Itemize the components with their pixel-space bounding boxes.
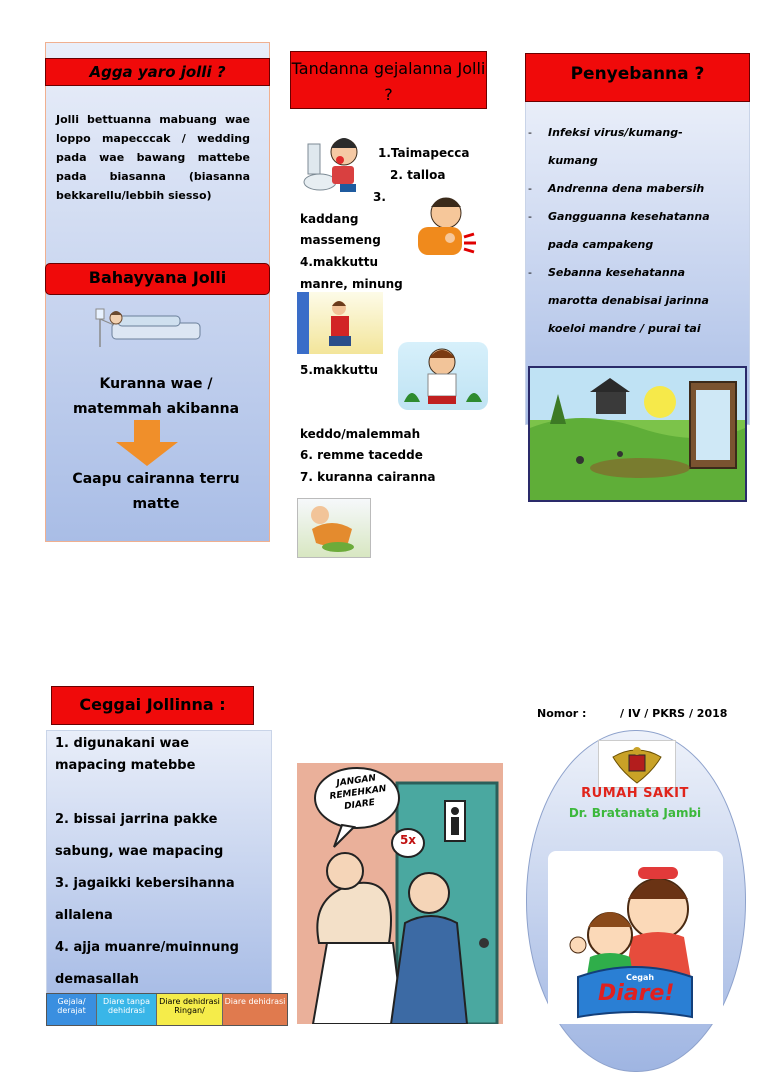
- table-header-cell: Gejala/ derajat: [47, 994, 97, 1025]
- symptom-1: 1.Taimapecca: [378, 146, 470, 160]
- dehydration-table-header: [46, 993, 288, 1026]
- cause-item: [528, 175, 746, 203]
- comic-badge-text: 5x: [399, 833, 417, 847]
- vomiting-child-illustration: [297, 498, 371, 558]
- cause-dash: -: [528, 126, 532, 139]
- hospital-name-line-2: Dr. Bratanata Jambi: [568, 806, 702, 820]
- symptom-4-text-a: 4.makkuttu: [300, 255, 379, 269]
- symptom-6: 6. remme tacedde: [300, 448, 423, 462]
- prevent-diarrhea-logo: [548, 851, 723, 1024]
- logo-big-text: Diare!: [598, 981, 675, 1006]
- symptom-2: 2. talloa: [390, 168, 446, 182]
- comic-bubble-text: JANGAN REMEHKAN DIARE: [328, 773, 388, 812]
- danger-text-1: Kuranna wae / matemmah akibanna: [72, 376, 240, 417]
- cause-line: Andrenna dena mabersih: [548, 182, 705, 195]
- cause-line: Sebanna kesehatanna: [548, 266, 686, 279]
- cause-line: Infeksi virus/kumang-: [548, 126, 683, 139]
- garuda-emblem-icon: [598, 740, 676, 788]
- prevention-line: mapacing matebbe: [55, 758, 196, 773]
- prevention-line: 4. ajja muanre/muinnung: [55, 940, 239, 955]
- heading-causes: Penyebanna ?: [525, 53, 750, 102]
- prevention-line: allalena: [55, 908, 113, 923]
- prevention-line: 1. digunakani wae: [55, 736, 190, 751]
- sick-patient-illustration: [92, 305, 204, 350]
- table-header-cell: Diare dehidrasi: [223, 994, 287, 1025]
- prevention-line: demasallah: [55, 972, 139, 987]
- heading-prevention: Ceggai Jollinna :: [51, 686, 254, 725]
- hospital-name-line-1: RUMAH SAKIT: [581, 786, 689, 801]
- prevention-line: sabung, wae mapacing: [55, 844, 224, 859]
- definition-text: Jolli bettuanna mabuang wae loppo mapecccak / wedding pada wae bawang mattebe pada biasanna (biasanna bekkarellu/lebbih siesso): [56, 113, 250, 202]
- table-header-cell: Diare dehidrasi Ringan/: [157, 994, 223, 1025]
- symptom-3-text-a: kaddang: [300, 212, 359, 226]
- cause-item: [528, 259, 746, 343]
- symptom-3-number: 3.: [373, 190, 386, 204]
- cause-dash: -: [528, 210, 532, 223]
- cause-dash: -: [528, 266, 532, 279]
- toilet-child-illustration: [300, 130, 368, 198]
- comic-illustration: [297, 763, 503, 1024]
- down-arrow-icon: [112, 420, 182, 466]
- table-header-cell: Diare tanpa dehidrasi: [97, 994, 157, 1025]
- cause-line: koeloi mandre / purai tai: [548, 322, 701, 335]
- heading-symptoms: Tandanna gejalanna Jolli ?: [290, 51, 487, 109]
- danger-text-2: Caapu cairanna terru matte: [72, 471, 240, 512]
- sleepy-boy-illustration: [398, 342, 488, 410]
- heading-danger: Bahayyana Jolli: [45, 263, 270, 295]
- cause-dash: -: [528, 182, 532, 195]
- symptom-4-text-b: manre, minung: [300, 277, 403, 291]
- squatting-child-illustration: [297, 292, 383, 354]
- prevention-line: 3. jagaikki kebersihanna: [55, 876, 235, 891]
- symptom-7: 7. kuranna cairanna: [300, 470, 436, 484]
- symptom-3-text-b: massemeng: [300, 233, 381, 247]
- symptom-5-text-b: keddo/malemmah: [300, 427, 421, 441]
- heading-what-is-diarrhea: Agga yaro jolli ?: [45, 58, 270, 86]
- causes-list: [528, 119, 746, 343]
- logo-small-text: Cegah: [626, 973, 655, 982]
- cause-item: [528, 203, 746, 259]
- prevention-text: [55, 733, 265, 991]
- cause-line: kumang: [548, 154, 598, 167]
- cause-line: pada campakeng: [548, 238, 654, 251]
- stomach-ache-man-illustration: [408, 193, 486, 263]
- cause-line: marotta denabisai jarinna: [548, 294, 709, 307]
- cause-item: [528, 119, 746, 175]
- symptom-5-text-a: 5.makkuttu: [300, 363, 379, 377]
- village-scene-illustration: [528, 366, 747, 502]
- nomor-label: Nomor :: [537, 707, 587, 720]
- nomor-value: / IV / PKRS / 2018: [620, 707, 728, 720]
- prevention-line: 2. bissai jarrina pakke: [55, 812, 218, 827]
- cause-line: Gangguanna kesehatanna: [548, 210, 710, 223]
